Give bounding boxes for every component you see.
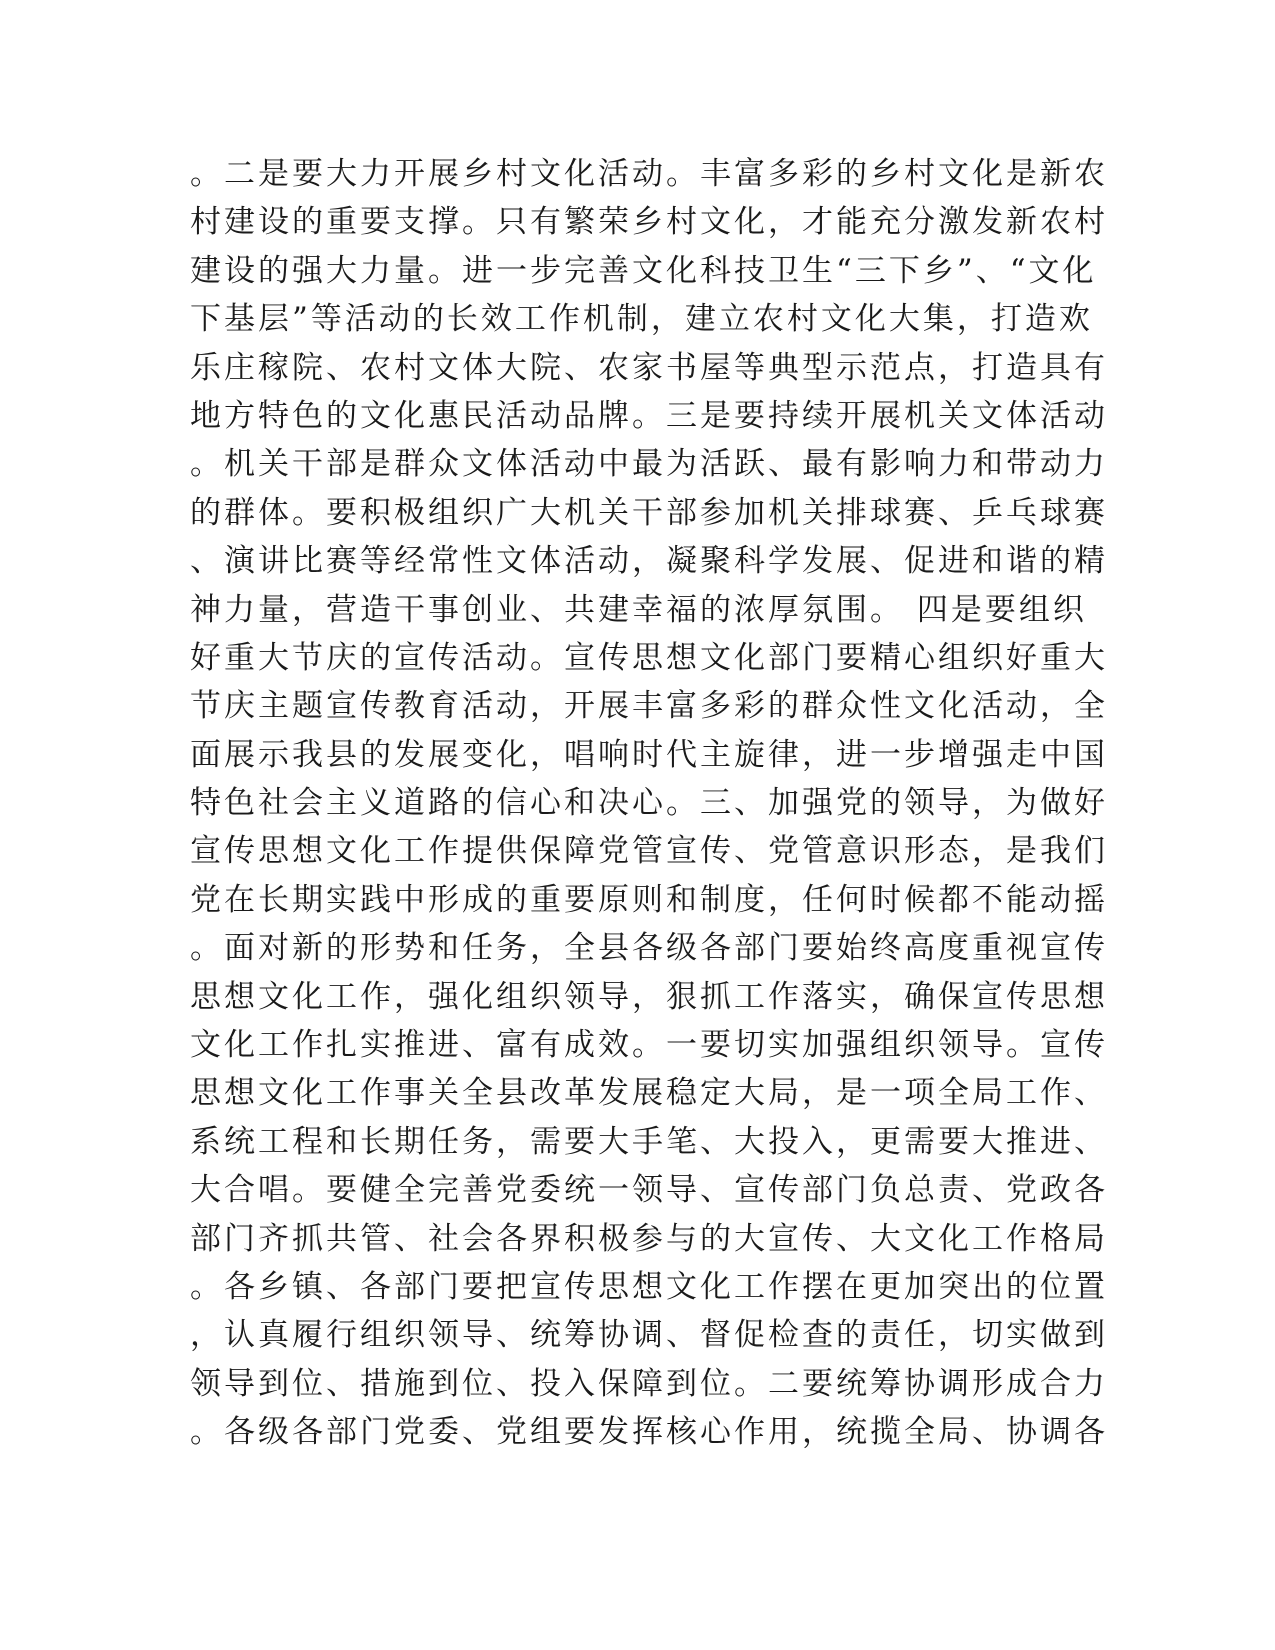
text-line: 宣传思想文化工作提供保障党管宣传、党管意识形态，是我们 [190,833,1108,870]
text-line: 神力量，营造干事创业、共建幸福的浓厚氛围。 四是要组织 [190,591,1087,628]
text-line: 党在长期实践中形成的重要原则和制度，任何时候都不能动摇 [190,881,1108,918]
text-line: 乐庄稼院、农村文体大院、农家书屋等典型示范点，打造具有 [190,349,1108,386]
text-line: 村建设的重要支撑。只有繁荣乡村文化，才能充分激发新农村 [190,204,1108,241]
text-line: 下基层”等活动的长效工作机制，建立农村文化大集，打造欢 [190,301,1093,338]
text-line: 。二是要大力开展乡村文化活动。丰富多彩的乡村文化是新农 [190,156,1108,192]
text-line: 部门齐抓共管、社会各界积极参与的大宣传、大文化工作格局 [190,1220,1108,1257]
text-line: 面展示我县的发展变化，唱响时代主旋律，进一步增强走中国 [190,736,1108,773]
text-line: 领导到位、措施到位、投入保障到位。二要统筹协调形成合力 [190,1365,1108,1402]
text-line: 。面对新的形势和任务，全县各级各部门要始终高度重视宣传 [190,930,1108,967]
text-line: 特色社会主义道路的信心和决心。三、加强党的领导，为做好 [190,785,1108,822]
body-text [190,150,1108,1457]
text-line: 系统工程和长期任务，需要大手笔、大投入，更需要大推进、 [190,1123,1108,1160]
text-line: 的群体。要积极组织广大机关干部参加机关排球赛、乒乓球赛 [190,494,1108,531]
text-line: 大合唱。要健全完善党委统一领导、宣传部门负总责、党政各 [190,1172,1108,1209]
text-line: 。各乡镇、各部门要把宣传思想文化工作摆在更加突出的位置 [190,1268,1108,1305]
text-line: 。各级各部门党委、党组要发挥核心作用，统揽全局、协调各 [190,1414,1108,1451]
text-line: 好重大节庆的宣传活动。宣传思想文化部门要精心组织好重大 [190,639,1108,676]
text-line: 建设的强大力量。进一步完善文化科技卫生“三下乡”、“文化 [190,252,1097,289]
text-line: 思想文化工作，强化组织领导，狠抓工作落实，确保宣传思想 [190,978,1108,1015]
text-line: 。机关干部是群众文体活动中最为活跃、最有影响力和带动力 [190,446,1108,483]
text-line: 、演讲比赛等经常性文体活动，凝聚科学发展、促进和谐的精 [190,543,1108,580]
text-line: ，认真履行组织领导、统筹协调、督促检查的责任，切实做到 [190,1317,1108,1354]
text-line: 文化工作扎实推进、富有成效。一要切实加强组织领导。宣传 [190,1027,1108,1064]
text-line: 思想文化工作事关全县改革发展稳定大局，是一项全局工作、 [190,1075,1108,1112]
text-line: 地方特色的文化惠民活动品牌。三是要持续开展机关文体活动 [190,397,1108,434]
text-line: 节庆主题宣传教育活动，开展丰富多彩的群众性文化活动，全 [190,688,1108,725]
